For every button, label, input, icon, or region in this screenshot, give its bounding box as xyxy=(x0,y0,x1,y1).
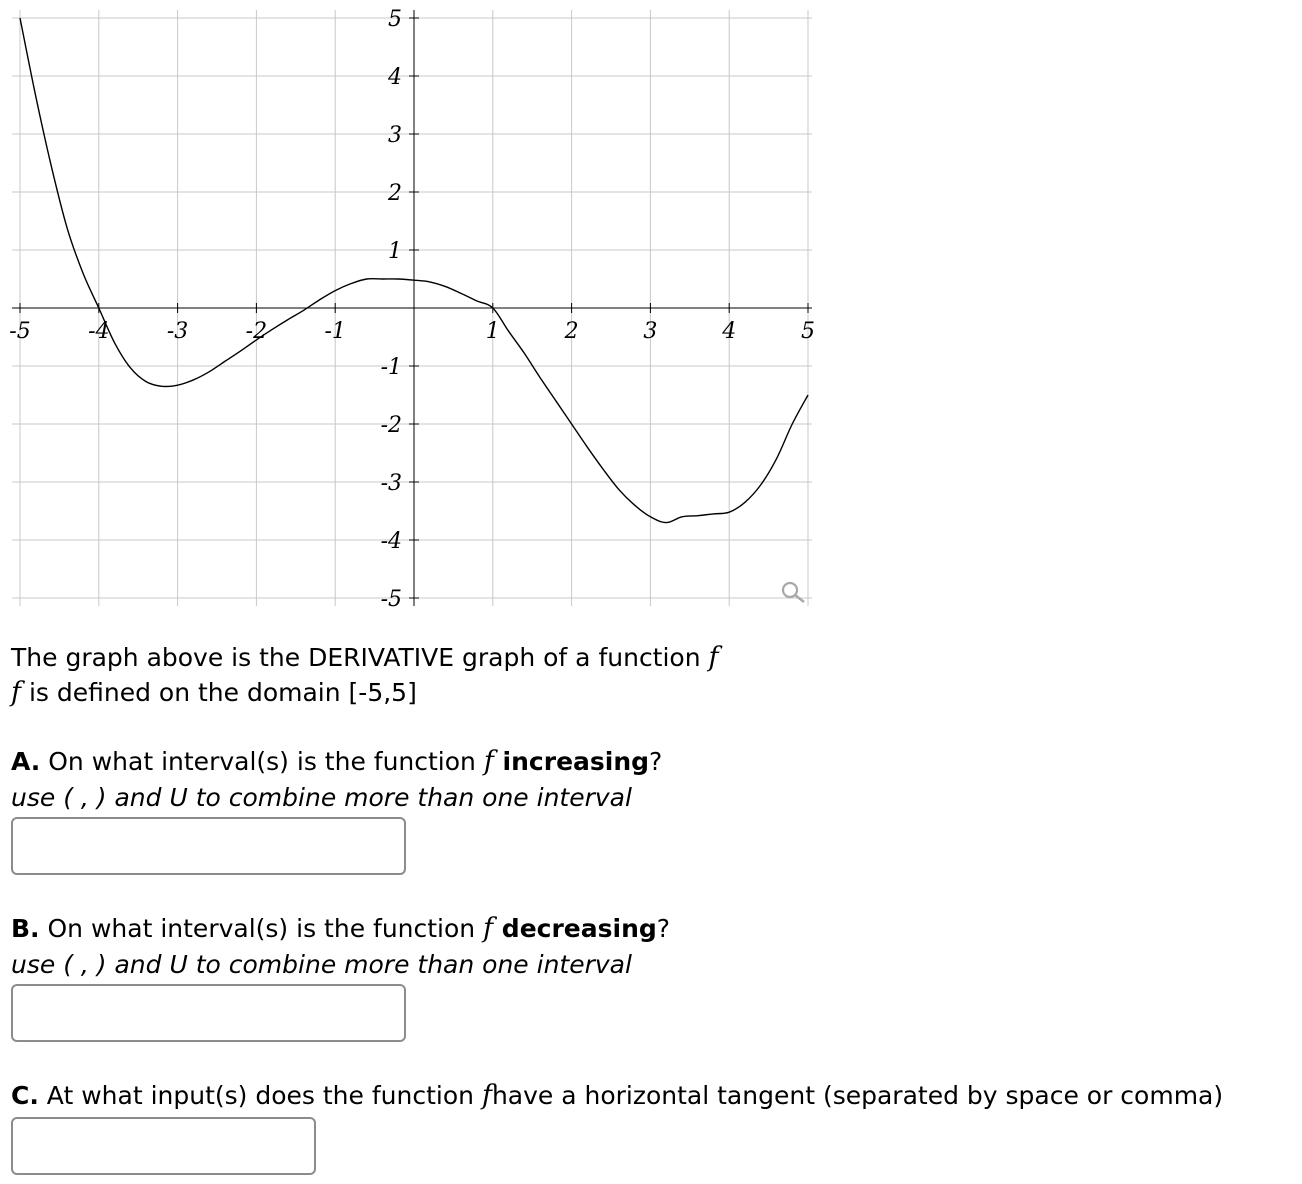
question-a-qmark: ? xyxy=(649,747,663,776)
question-c-prefix: C. xyxy=(11,1081,39,1110)
f-symbol: f xyxy=(708,642,719,673)
y-tick-label: -3 xyxy=(380,471,402,496)
question-a-hint: use ( , ) and U to combine more than one interval xyxy=(11,783,632,812)
question-b-answer-input[interactable] xyxy=(11,984,406,1042)
x-tick-label: 5 xyxy=(801,319,815,344)
y-tick-label: 4 xyxy=(388,65,402,90)
tick-labels xyxy=(9,7,815,612)
y-tick-label: 2 xyxy=(388,181,402,206)
question-c-label xyxy=(11,1080,1223,1112)
y-tick-label: 1 xyxy=(388,239,402,264)
question-b-text: On what interval(s) is the function xyxy=(39,914,484,943)
graph-svg xyxy=(0,0,830,612)
question-a-keyword: increasing xyxy=(493,747,650,776)
question-a-prefix: A. xyxy=(11,747,41,776)
question-a-text: On what interval(s) is the function xyxy=(40,747,484,776)
y-tick-label: -4 xyxy=(380,529,402,554)
x-tick-label: -1 xyxy=(324,319,346,344)
y-tick-label: 5 xyxy=(388,7,402,32)
x-tick-label: 4 xyxy=(722,319,737,344)
y-tick-label: -2 xyxy=(380,413,402,438)
y-tick-label: -1 xyxy=(380,355,402,380)
f-symbol: f xyxy=(11,677,21,708)
question-b-hint: use ( , ) and U to combine more than one interval xyxy=(11,950,632,979)
question-b-label xyxy=(11,913,670,945)
question-a-answer-input[interactable] xyxy=(11,817,406,875)
prompt-line-2 xyxy=(11,677,417,709)
x-tick-label: -3 xyxy=(166,319,189,344)
question-c-answer-input[interactable] xyxy=(11,1117,316,1175)
f-symbol: f xyxy=(483,746,494,777)
y-tick-label: -5 xyxy=(380,587,402,612)
prompt-line-1-text: The graph above is the DERIVATIVE graph of a function xyxy=(11,643,709,672)
magnify-icon[interactable] xyxy=(783,583,804,602)
question-b-qmark: ? xyxy=(656,914,671,943)
question-c-text: At what input(s) does the function xyxy=(38,1081,482,1110)
prompt-line-2-text: is defined on the domain [-5,5] xyxy=(21,678,417,707)
question-b-keyword: decreasing xyxy=(493,914,657,943)
f-symbol: f xyxy=(483,913,494,944)
question-c-text-after: have a horizontal tangent (separated by space or comma) xyxy=(491,1081,1224,1110)
question-a-label xyxy=(11,746,662,778)
magnify-lens xyxy=(783,583,797,597)
derivative-graph xyxy=(0,0,830,612)
f-symbol: f xyxy=(481,1080,492,1111)
question-b-prefix: B. xyxy=(11,914,40,943)
x-tick-label: -2 xyxy=(245,319,268,344)
x-tick-label: -5 xyxy=(9,319,31,344)
y-tick-label: 3 xyxy=(388,123,402,148)
prompt-line-1 xyxy=(11,642,719,674)
x-tick-label: -4 xyxy=(88,319,110,344)
x-tick-label: 3 xyxy=(643,319,658,344)
x-tick-label: 2 xyxy=(564,319,579,344)
x-tick-label: 1 xyxy=(485,319,500,344)
